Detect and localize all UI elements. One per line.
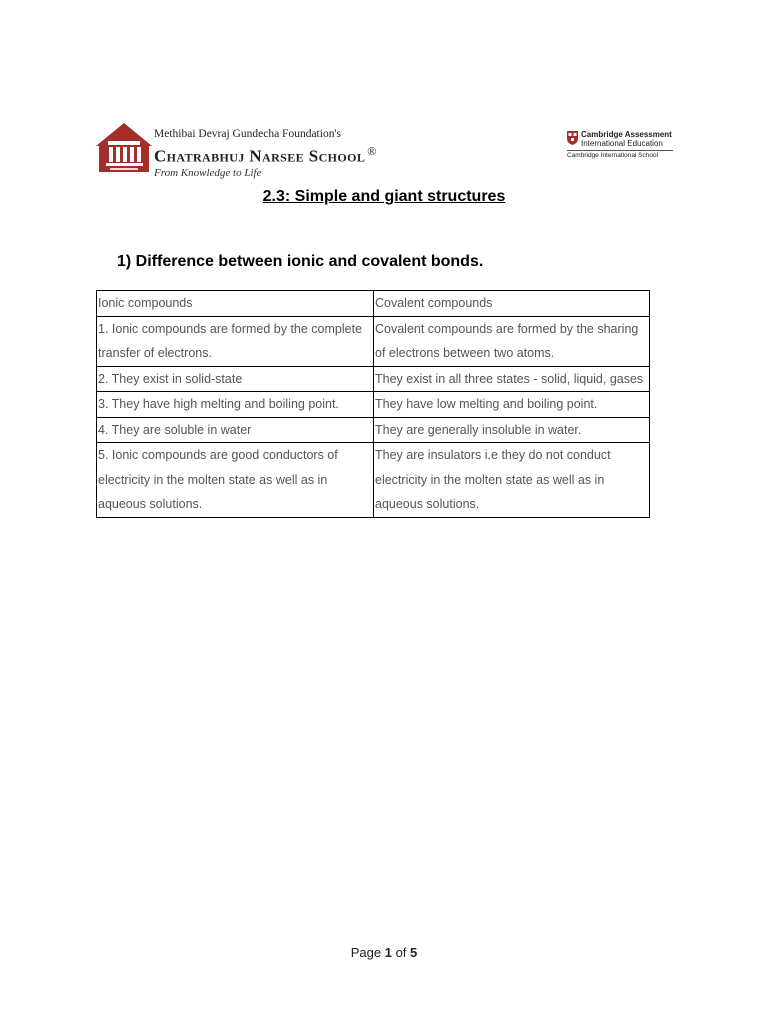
school-name: Chatrabhuj Narsee School — [154, 146, 366, 166]
section-heading: 1) Difference between ionic and covalent bonds. — [117, 253, 484, 270]
foundation-name: Methibai Devraj Gundecha Foundation's — [154, 128, 341, 140]
table-cell: 5. Ionic compounds are good conductors of electricity in the molten state as well as in aqueous solutions. — [97, 443, 374, 518]
school-identity — [154, 128, 377, 179]
school-name-line — [154, 141, 377, 167]
registered-mark: ® — [367, 144, 377, 158]
table-cell: 2. They exist in solid-state — [97, 366, 374, 392]
cambridge-title: Cambridge Assessment — [581, 130, 672, 139]
table-row — [97, 443, 650, 518]
table-cell: They exist in all three states - solid, liquid, gases — [374, 366, 650, 392]
cambridge-logo — [567, 130, 679, 159]
page-title-text: 2.3: Simple and giant structures — [262, 188, 506, 205]
table-row — [97, 366, 650, 392]
header-covalent: Covalent compounds — [374, 291, 650, 317]
footer-prefix: Page — [350, 945, 385, 960]
table-cell: They are insulators i.e they do not conduct electricity in the molten state as well as in aqueous solutions. — [374, 443, 650, 518]
footer-middle: of — [391, 945, 411, 960]
school-tagline: From Knowledge to Life — [154, 166, 262, 179]
table-row — [97, 417, 650, 443]
table-cell: 4. They are soluble in water — [97, 417, 374, 443]
cambridge-text — [581, 130, 672, 148]
cambridge-shield-icon — [567, 131, 578, 145]
table-cell: 1. Ionic compounds are formed by the complete transfer of electrons. — [97, 316, 374, 366]
header-ionic: Ionic compounds — [97, 291, 374, 317]
total-pages: 5 — [410, 945, 418, 960]
table-cell: Covalent compounds are formed by the sharing of electrons between two atoms. — [374, 316, 650, 366]
page-footer — [0, 945, 768, 960]
page-title — [0, 188, 768, 206]
cambridge-subtitle: International Education — [581, 139, 663, 148]
table-header-row — [97, 291, 650, 317]
cambridge-brand — [567, 130, 679, 148]
cambridge-school-label: Cambridge International School — [567, 152, 659, 159]
table-cell: They have low melting and boiling point. — [374, 392, 650, 418]
table-cell: 3. They have high melting and boiling point. — [97, 392, 374, 418]
table-row — [97, 316, 650, 366]
table-cell: They are generally insoluble in water. — [374, 417, 650, 443]
page-header — [95, 120, 680, 180]
school-logo-icon — [95, 122, 153, 174]
comparison-table — [96, 290, 650, 518]
cambridge-divider — [567, 150, 673, 151]
table-row — [97, 392, 650, 418]
current-page: 1 — [384, 945, 392, 960]
